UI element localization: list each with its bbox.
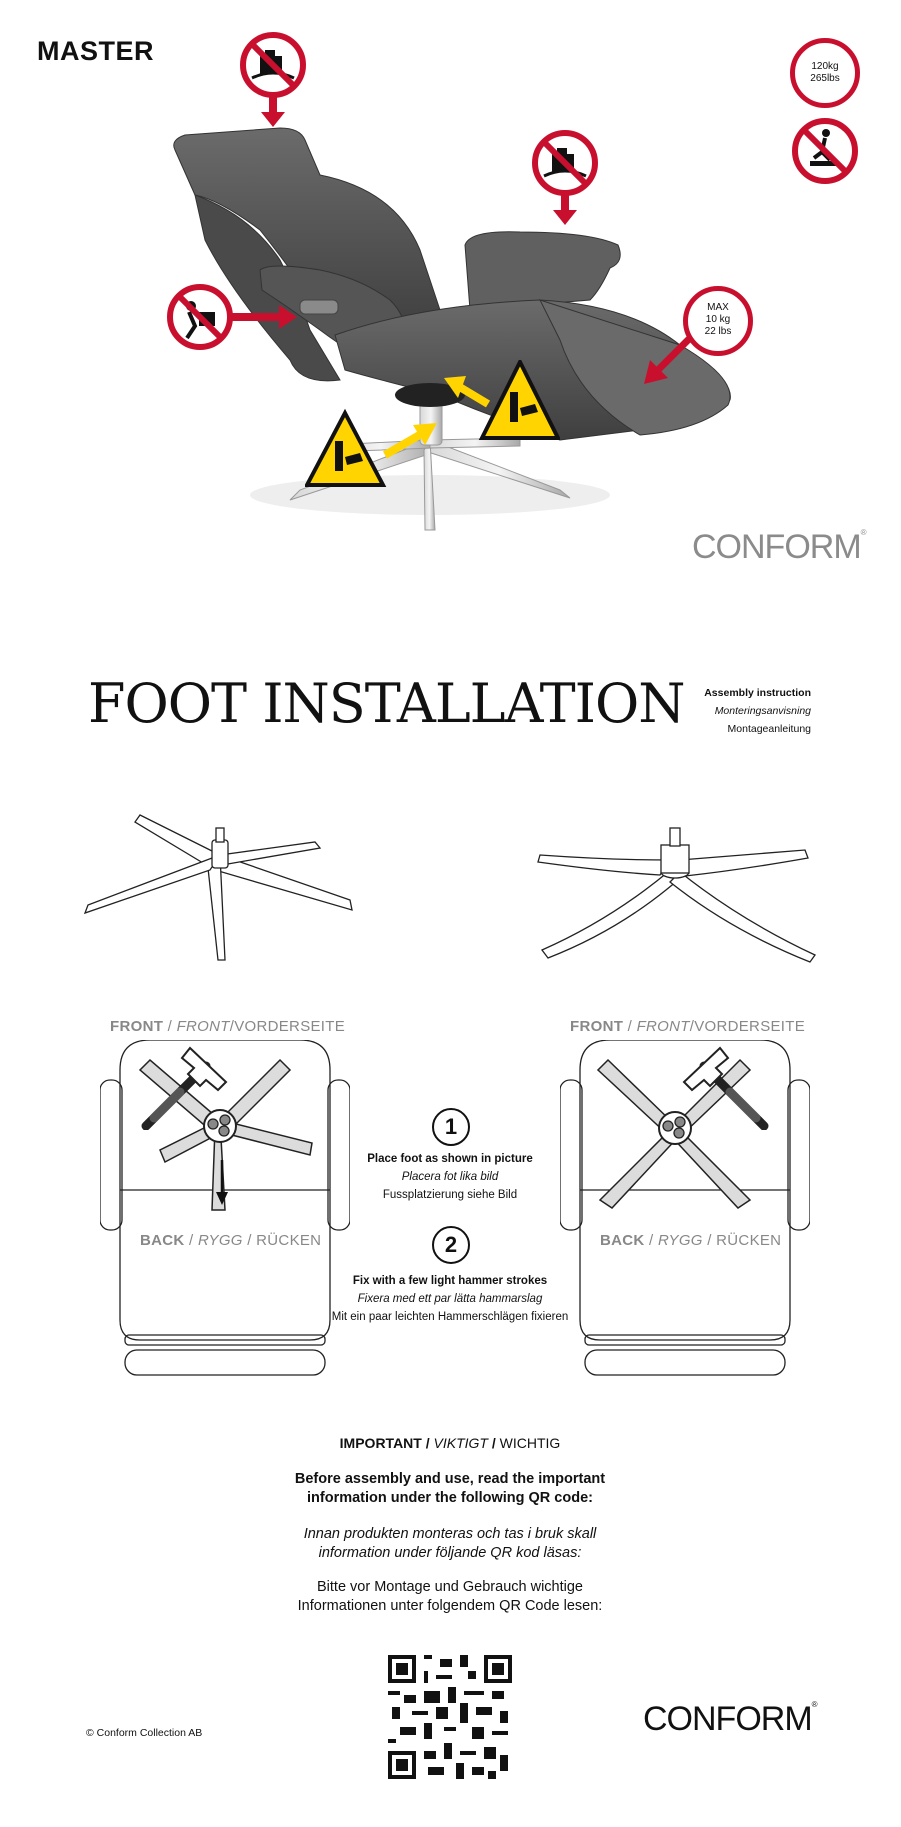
important-text-en-line1: Before assembly and use, read the important — [294, 1471, 606, 1487]
back-label-left — [140, 1232, 321, 1249]
step-2-en: Fix with a few light hammer strokes — [352, 1275, 548, 1287]
no-weight-icon — [530, 128, 600, 228]
step-1-de: Fussplatzierung siehe Bild — [382, 1189, 518, 1201]
page-title: FOOT INSTALLATION — [88, 672, 685, 735]
no-weight-icon — [238, 30, 308, 130]
important-text-sv — [200, 1525, 700, 1563]
max-load-lbs: 22 lbs — [704, 326, 732, 337]
max-load-kg: 10 kg — [705, 314, 731, 325]
instruction-label — [704, 684, 811, 738]
front-label-left — [110, 1018, 345, 1035]
brand-logo-top — [692, 528, 866, 567]
hammer-icon — [140, 1040, 230, 1130]
important-text-de-line2: Informationen unter folgendem QR Code lesen: — [297, 1598, 603, 1614]
important-de: WICHTIG — [499, 1435, 561, 1451]
chair-illustration — [0, 0, 901, 600]
step-1-sv: Placera fot lika bild — [401, 1171, 499, 1183]
back-label-en: BACK — [140, 1232, 185, 1249]
weight-limit-sign — [790, 38, 860, 108]
important-sep: / — [425, 1435, 430, 1451]
qr-code[interactable] — [388, 1655, 512, 1779]
important-text-sv-line1: Innan produkten monteras och tas i bruk skall — [303, 1526, 597, 1542]
max-load-label: MAX — [707, 302, 729, 313]
front-label-en: FRONT — [110, 1018, 164, 1035]
no-lifting-icon — [165, 282, 305, 352]
label-sep: / — [247, 1232, 252, 1249]
registered-mark: ® — [811, 1700, 817, 1709]
front-label-sv: FRONT — [636, 1018, 690, 1035]
chair-right-arm — [465, 232, 620, 310]
back-label-de: RÜCKEN — [716, 1232, 782, 1249]
important-text-en — [200, 1470, 700, 1508]
label-sep: / — [689, 1018, 695, 1035]
important-text-de — [200, 1578, 700, 1616]
instruction-label-en: Assembly instruction — [704, 687, 811, 699]
label-sep: / — [229, 1018, 235, 1035]
base-drawing-right — [530, 810, 830, 970]
important-text-en-line2: information under the following QR code: — [307, 1490, 593, 1506]
weight-limit-lbs: 265lbs — [810, 73, 840, 84]
back-label-sv: RYGG — [657, 1232, 703, 1249]
important-text-de-line1: Bitte vor Montage und Gebrauch wichtige — [317, 1579, 583, 1595]
registered-mark: ® — [860, 528, 866, 537]
important-heading — [200, 1435, 700, 1451]
brand-logo-bottom — [643, 1700, 817, 1739]
front-label-right — [570, 1018, 805, 1035]
back-label-de: RÜCKEN — [256, 1232, 322, 1249]
important-sep: / — [491, 1435, 496, 1451]
brand-logo-top-text: CONFORM — [692, 528, 861, 566]
label-sep: / — [707, 1232, 712, 1249]
back-label-en: BACK — [600, 1232, 645, 1249]
pinch-warning-icon — [305, 405, 455, 495]
instruction-label-de: Montageanleitung — [727, 723, 811, 735]
front-label-de: VORDERSEITE — [234, 1018, 346, 1035]
pinch-warning-icon — [440, 360, 560, 445]
no-standing-icon — [790, 116, 860, 186]
important-text-sv-line2: information under följande QR kod läsas: — [318, 1545, 582, 1561]
label-sep: / — [167, 1018, 173, 1035]
step-2-text — [320, 1272, 580, 1326]
step-1-text — [320, 1150, 580, 1204]
step-1-en: Place foot as shown in picture — [367, 1153, 533, 1165]
max-load-sign — [683, 286, 753, 356]
step-2-de: Mit ein paar leichten Hammerschlägen fixieren — [331, 1311, 569, 1323]
step-2-number: 2 — [432, 1226, 470, 1264]
step-2-sv: Fixera med ett par lätta hammarslag — [357, 1293, 543, 1305]
weight-limit-kg: 120kg — [811, 61, 839, 72]
brand-logo-bottom-text: CONFORM — [643, 1700, 812, 1738]
product-name: MASTER — [37, 36, 154, 66]
important-sv: VIKTIGT — [433, 1435, 488, 1451]
label-sep: / — [189, 1232, 194, 1249]
base-drawing-left — [80, 810, 370, 970]
front-label-de: VORDERSEITE — [694, 1018, 806, 1035]
important-en: IMPORTANT — [339, 1435, 422, 1451]
front-label-en: FRONT — [570, 1018, 624, 1035]
hammer-icon — [680, 1040, 770, 1130]
step-1-number: 1 — [432, 1108, 470, 1146]
instruction-label-sv: Monteringsanvisning — [714, 705, 811, 717]
back-label-sv: RYGG — [197, 1232, 243, 1249]
back-label-right — [600, 1232, 781, 1249]
label-sep: / — [649, 1232, 654, 1249]
front-label-sv: FRONT — [176, 1018, 230, 1035]
copyright: © Conform Collection AB — [86, 1727, 203, 1739]
label-sep: / — [627, 1018, 633, 1035]
